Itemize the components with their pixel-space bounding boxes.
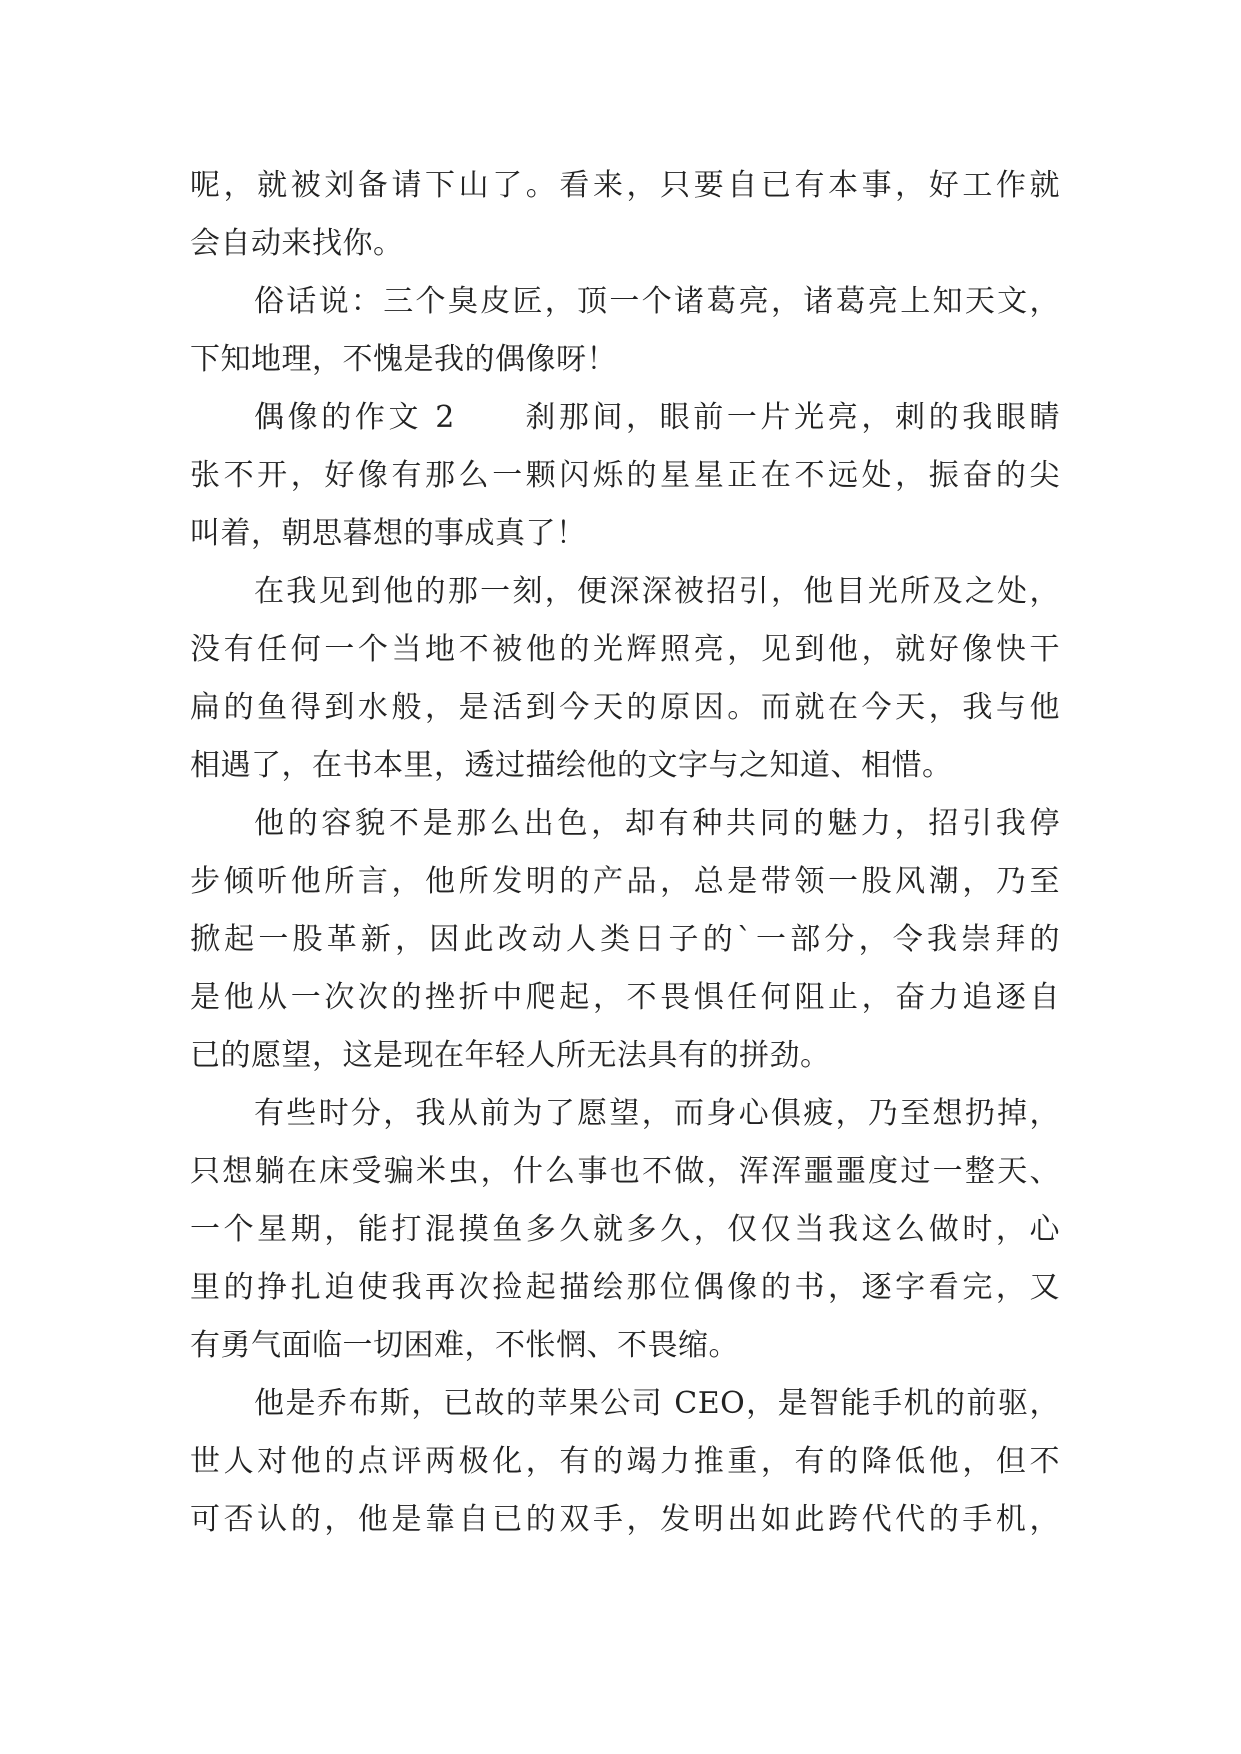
- paragraph-start-line: 有些时分，我从前为了愿望，而身心俱疲，乃至想扔掉，: [254, 1096, 1060, 1131]
- paragraph-start-line: 在我见到他的那一刻，便深深被招引，他目光所及之处，: [254, 574, 1060, 609]
- text-line: 有勇气面临一切困难，不怅惘、不畏缩。: [190, 1328, 739, 1363]
- text-line: 可否认的，他是靠自已的双手，发明出如此跨代代的手机，: [190, 1502, 1060, 1537]
- essay-heading-line: 偶像的作文 2 刹那间，眼前一片光亮，刺的我眼睛: [254, 400, 1060, 435]
- paragraph-start-line: 他是乔布斯，已故的苹果公司 CEO，是智能手机的前驱，: [254, 1386, 1060, 1421]
- text-line: 世人对他的点评两极化，有的竭力推重，有的降低他，但不: [190, 1444, 1060, 1479]
- text-line: 已的愿望，这是现在年轻人所无法具有的拼劲。: [190, 1038, 831, 1073]
- text-line: 张不开，好像有那么一颗闪烁的星星正在不远处，振奋的尖: [190, 458, 1060, 493]
- text-line: 叫着，朝思暮想的事成真了！: [190, 516, 587, 551]
- essay-body: [190, 157, 1060, 1549]
- text-line: 是他从一次次的挫折中爬起，不畏惧任何阻止，奋力追逐自: [190, 980, 1060, 1015]
- text-line: 没有任何一个当地不被他的光辉照亮，见到他，就好像快干: [190, 632, 1060, 667]
- text-line: 里的挣扎迫使我再次捡起描绘那位偶像的书，逐字看完，又: [190, 1270, 1060, 1305]
- text-line: 步倾听他所言，他所发明的产品，总是带领一股风潮，乃至: [190, 864, 1060, 899]
- text-line: 呢，就被刘备请下山了。看来，只要自已有本事，好工作就: [190, 168, 1060, 203]
- paragraph-start-line: 他的容貌不是那么出色，却有种共同的魅力，招引我停: [254, 806, 1060, 841]
- text-line: 下知地理，不愧是我的偶像呀！: [190, 342, 617, 377]
- text-line: 会自动来找你。: [190, 226, 404, 261]
- text-line: 只想躺在床受骗米虫，什么事也不做，浑浑噩噩度过一整天、: [190, 1154, 1060, 1189]
- text-line: 扁的鱼得到水般，是活到今天的原因。而就在今天，我与他: [190, 690, 1060, 725]
- text-line: 一个星期，能打混摸鱼多久就多久，仅仅当我这么做时，心: [190, 1212, 1060, 1247]
- text-line: 掀起一股革新，因此改动人类日子的`一部分，令我崇拜的: [190, 922, 1060, 957]
- text-line: 相遇了，在书本里，透过描绘他的文字与之知道、相惜。: [190, 748, 953, 783]
- paragraph-start-line: 俗话说：三个臭皮匠，顶一个诸葛亮，诸葛亮上知天文，: [254, 284, 1060, 319]
